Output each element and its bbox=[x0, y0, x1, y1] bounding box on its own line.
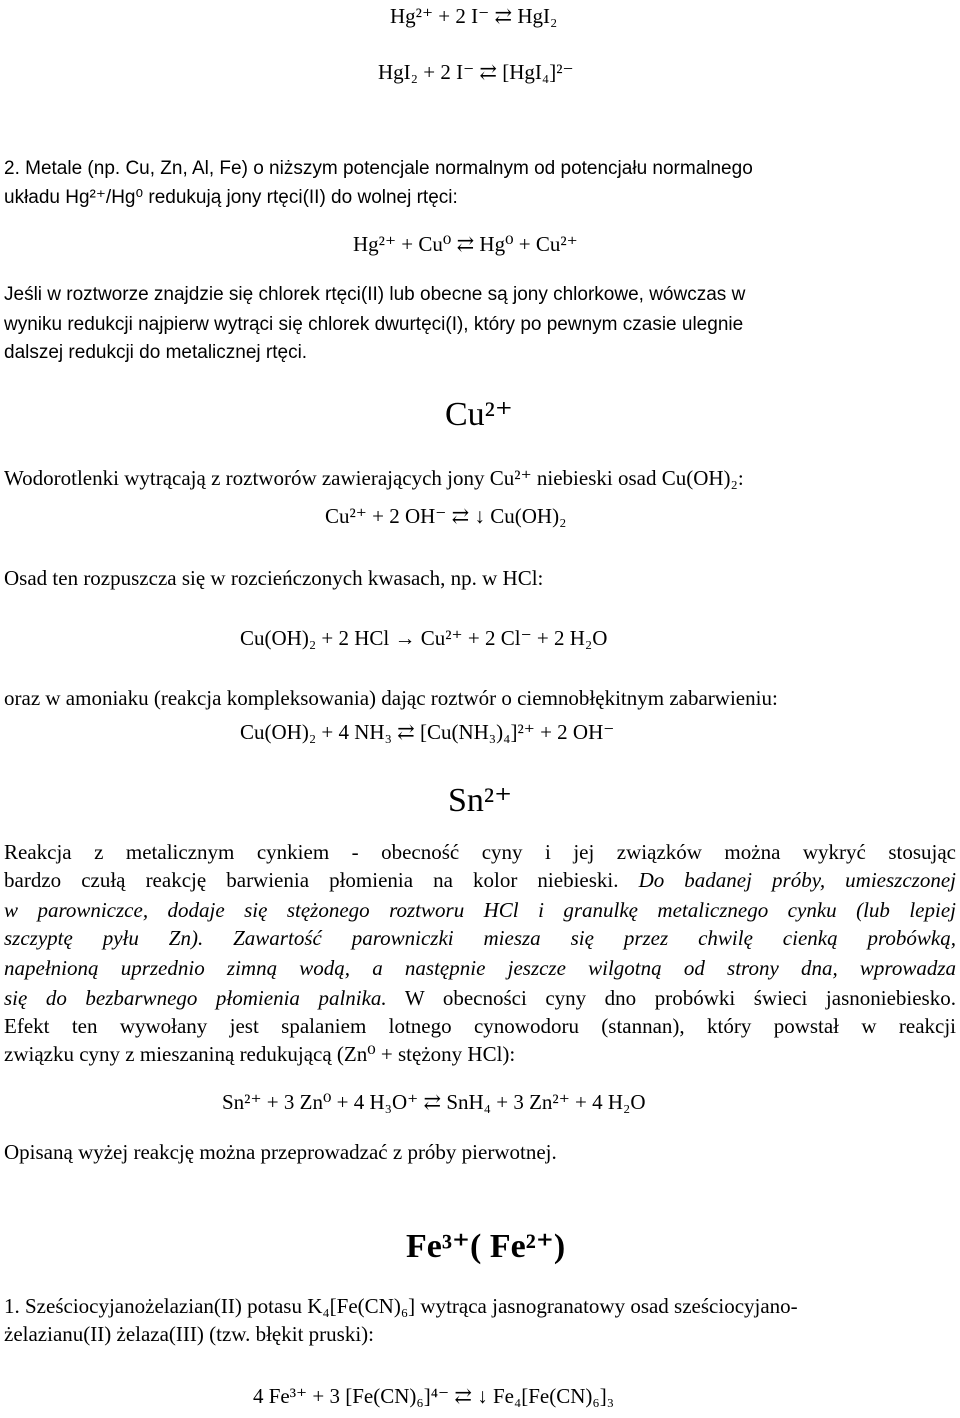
section-heading-cu bbox=[445, 394, 513, 434]
cu-line1 bbox=[4, 466, 960, 491]
metals-paragraph-line1 bbox=[4, 284, 960, 306]
text: 1. Sześciocyjanożelazian(II) potasu K₄[Fe(CN)₆] wytrąca jasnogranatowy osad sześciocyjano- bbox=[4, 1294, 798, 1318]
text: związku cyny z mieszaniną redukującą (Zn⁰ + stężony HCl): bbox=[4, 1042, 516, 1066]
text: Opisaną wyżej reakcję można przeprowadzać z próby pierwotnej. bbox=[4, 1140, 557, 1164]
cu-line2 bbox=[4, 566, 960, 591]
sn-line4 bbox=[4, 926, 956, 951]
heading-text: Cu²⁺ bbox=[445, 396, 513, 433]
sn-line7 bbox=[4, 1014, 956, 1039]
sn-line3 bbox=[4, 898, 956, 923]
text: Wodorotlenki wytrącają z roztworów zawierających jony Cu²⁺ niebieski osad Cu(OH)₂: bbox=[4, 466, 744, 490]
section-heading-sn bbox=[448, 780, 512, 820]
equation-hg-cu bbox=[353, 232, 578, 257]
italic-text: w parowniczce, dodaje się stężonego roztworu HCl i granulkę metalicznego cynku (lub lepiej bbox=[4, 898, 956, 922]
equation-cuoh-hcl bbox=[240, 626, 607, 651]
equation-text: Cu(OH)₂ + 4 NH₃ ⇄ [Cu(NH₃)₄]²⁺ + 2 OH⁻ bbox=[240, 720, 615, 744]
text: Reakcja z metalicznym cynkiem - obecność cyny i jej związków można wykryć stosując bbox=[4, 840, 956, 864]
sn-line6 bbox=[4, 986, 956, 1011]
equation-fe-prussian bbox=[253, 1384, 614, 1409]
heading-text: Fe³⁺( Fe²⁺) bbox=[406, 1228, 566, 1265]
equation-hg-hgi2 bbox=[390, 4, 557, 29]
equation-sn-zn bbox=[222, 1090, 646, 1115]
text: wyniku redukcji najpierw wytrąci się chlorek dwurtęci(I), który po pewnym czasie ulegnie bbox=[4, 314, 744, 335]
equation-text: Cu(OH)₂ + 2 HCl → Cu²⁺ + 2 Cl⁻ + 2 H₂O bbox=[240, 626, 608, 650]
equation-hgi2-complex bbox=[378, 60, 574, 85]
equation-text: 4 Fe³⁺ + 3 [Fe(CN)₆]⁴⁻ ⇄ ↓ Fe₄[Fe(CN)₆]₃ bbox=[253, 1384, 615, 1408]
sn-line2 bbox=[4, 868, 956, 893]
equation-text: Cu²⁺ + 2 OH⁻ ⇄ ↓ Cu(OH)₂ bbox=[325, 504, 567, 528]
text: żelazianu(II) żelaza(III) (tzw. błękit pruski): bbox=[4, 1322, 375, 1346]
metals-paragraph-line2 bbox=[4, 314, 960, 336]
equation-text: HgI₂ + 2 I⁻ ⇄ [HgI₄]²⁻ bbox=[378, 60, 574, 84]
italic-text: się do bezbarwnego płomienia palnika. bbox=[4, 986, 387, 1010]
italic-text: Do badanej próby, umieszczonej bbox=[618, 868, 956, 892]
fe-line2 bbox=[4, 1322, 960, 1347]
equation-cuoh-nh3 bbox=[240, 720, 614, 745]
sn-line1 bbox=[4, 840, 956, 865]
sn-after-line bbox=[4, 1140, 960, 1165]
sn-line8 bbox=[4, 1042, 960, 1067]
text: 2. Metale (np. Cu, Zn, Al, Fe) o niższym potencjale normalnym od potencjału normalnego bbox=[4, 158, 753, 179]
italic-text: napełnioną uprzednio zimną wodą, a następnie jeszcze wilgotną od strony dna, wprowadza bbox=[4, 956, 956, 980]
text: oraz w amoniaku (reakcja kompleksowania) dając roztwór o ciemnobłękitnym zabarwieniu: bbox=[4, 686, 778, 710]
text: układu Hg²⁺/Hg⁰ redukują jony rtęci(II) do wolnej rtęci: bbox=[4, 187, 458, 208]
cu-line3 bbox=[4, 686, 960, 711]
equation-text: Hg²⁺ + 2 I⁻ ⇄ HgI₂ bbox=[390, 4, 558, 28]
fe-line1 bbox=[4, 1294, 956, 1319]
equation-cu-oh bbox=[325, 504, 566, 529]
equation-text: Sn²⁺ + 3 Zn⁰ + 4 H₃O⁺ ⇄ SnH₄ + 3 Zn²⁺ + 4 H₂O bbox=[222, 1090, 646, 1114]
metals-intro-line2 bbox=[4, 186, 960, 209]
sn-line5 bbox=[4, 956, 956, 981]
text: Jeśli w roztworze znajdzie się chlorek rtęci(II) lub obecne są jony chlorkowe, wówczas w bbox=[4, 284, 746, 305]
italic-text: szczyptę pyłu Zn). Zawartość parowniczki miesza się przez chwilę cienką probówką, bbox=[4, 926, 956, 950]
text: W obecności cyny dno probówki świeci jasnoniebiesko. bbox=[386, 986, 956, 1010]
section-heading-fe bbox=[406, 1226, 565, 1266]
metals-paragraph-line3 bbox=[4, 342, 960, 364]
text: bardzo czułą reakcję barwienia płomienia na kolor niebieski. bbox=[4, 868, 619, 892]
heading-text: Sn²⁺ bbox=[448, 782, 513, 819]
text: Osad ten rozpuszcza się w rozcieńczonych kwasach, np. w HCl: bbox=[4, 566, 544, 590]
text: dalszej redukcji do metalicznej rtęci. bbox=[4, 342, 308, 363]
text: Efekt ten wywołany jest spalaniem lotnego cynowodoru (stannan), który powstał w reakcji bbox=[4, 1014, 956, 1038]
equation-text: Hg²⁺ + Cu⁰ ⇄ Hg⁰ + Cu²⁺ bbox=[353, 232, 578, 256]
metals-intro-line1 bbox=[4, 158, 956, 180]
